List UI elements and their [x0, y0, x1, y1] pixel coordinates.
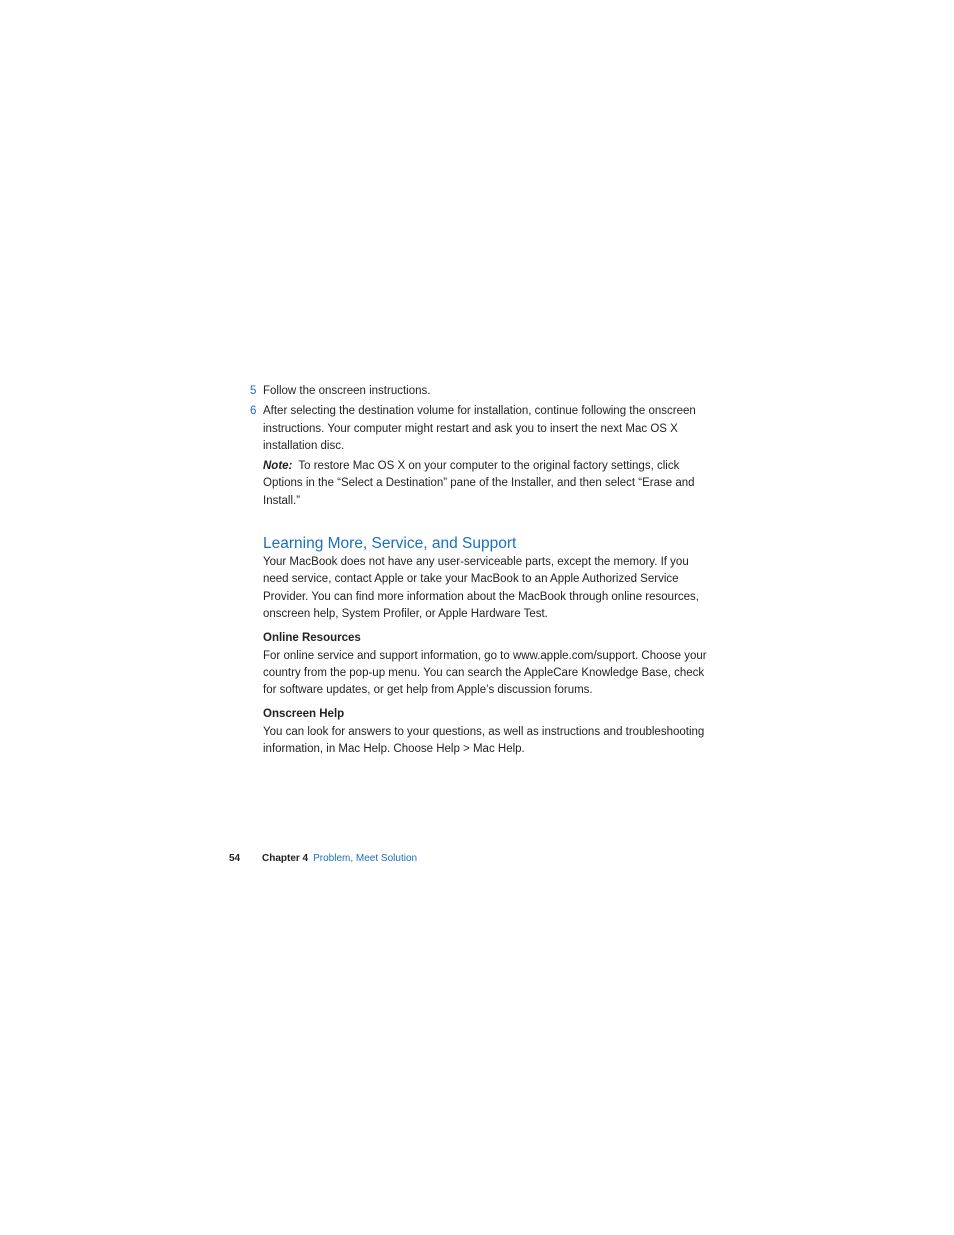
page-content [250, 383, 708, 758]
chapter-title: Problem, Meet Solution [313, 853, 418, 864]
section-intro: Your MacBook does not have any user-serviceable parts, except the memory. If you need service, contact Apple or take your MacBook to an Apple Authorized Service Provider. You can find more information about the MacBook through online resources, onscreen help, System Profiler, or Apple Hardware Test. [263, 556, 699, 620]
step-item [250, 403, 708, 455]
note-paragraph [263, 458, 708, 510]
note-label: Note: [263, 460, 293, 473]
chapter-label: Chapter 4 [262, 853, 309, 864]
subsection-body-onscreen-help: You can look for answers to your questions, as well as instructions and troubleshooting information, in Mac Help. Choose Help > Mac Help. [263, 725, 705, 756]
page-footer [229, 852, 417, 866]
subsection-heading-onscreen-help: Onscreen Help [263, 708, 345, 721]
step-number: 5 [250, 385, 257, 397]
page-number: 54 [229, 853, 241, 864]
step-text: Follow the onscreen instructions. [263, 385, 431, 397]
step-number: 6 [250, 405, 257, 418]
step-item [250, 383, 708, 400]
section-title: Learning More, Service, and Support [263, 535, 517, 553]
subsection-heading-online-resources: Online Resources [263, 632, 361, 645]
note-text: To restore Mac OS X on your computer to the original factory settings, click Options in the “Select a Destination” pane of the Installer, and then select “Erase and Install.” [263, 460, 695, 507]
subsection-body-online-resources: For online service and support information, go to www.apple.com/support. Choose your country from the pop-up menu. You can search the AppleCare Knowledge Base, check for software updates, or get help from Apple’s discussion forums. [263, 649, 707, 697]
step-text: After selecting the destination volume for installation, continue following the onscreen instructions. Your computer might restart and ask you to insert the next Mac OS X installation disc. [263, 405, 696, 452]
